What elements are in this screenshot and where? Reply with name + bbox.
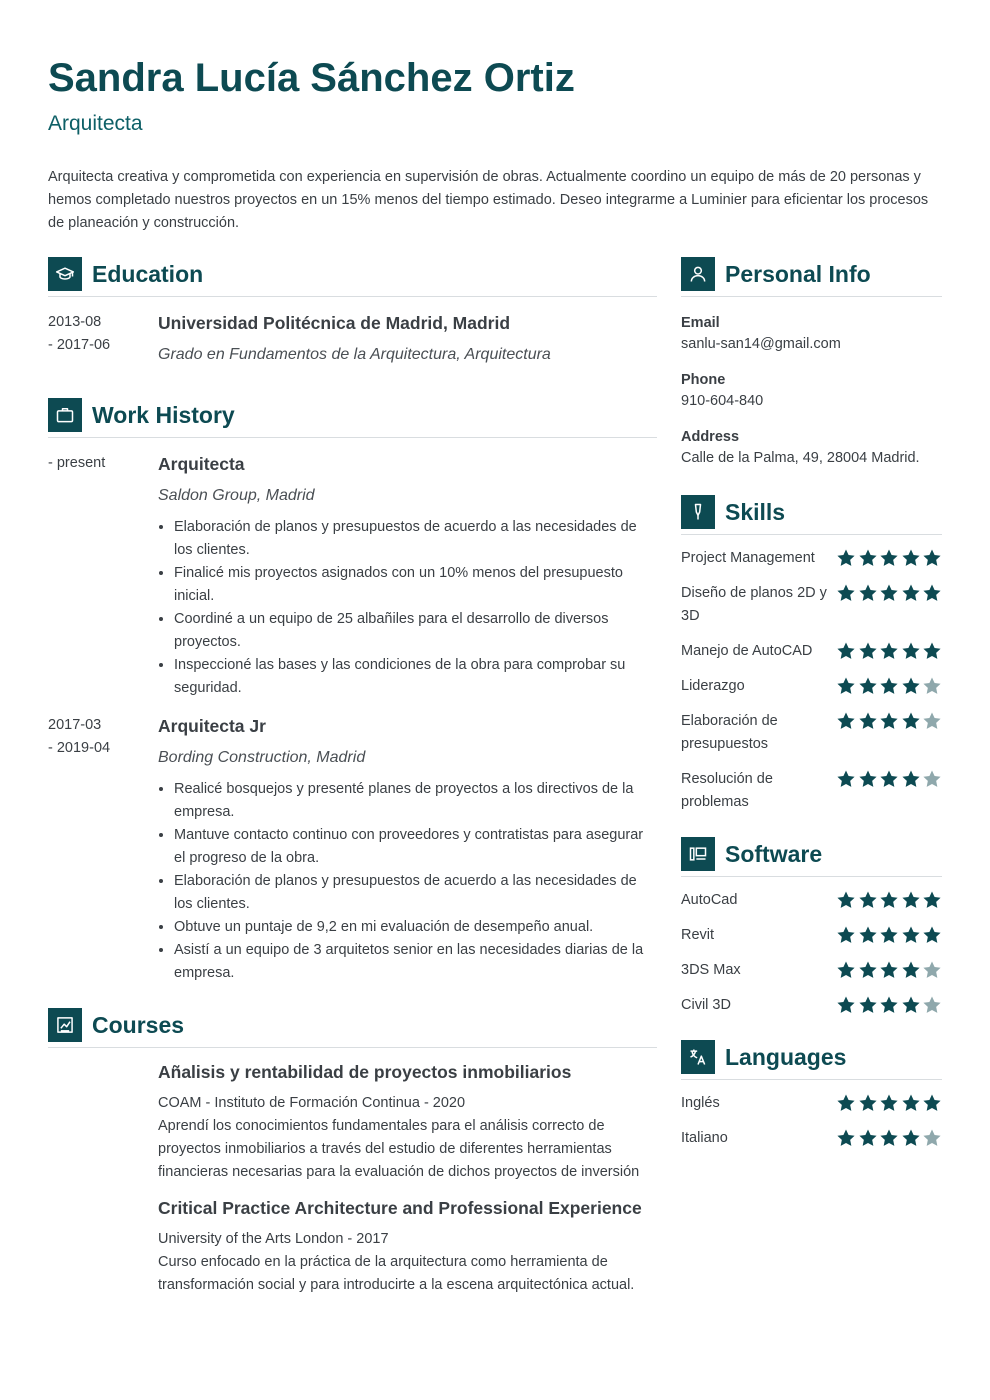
star-filled-icon	[858, 995, 878, 1015]
star-empty-icon	[922, 769, 942, 789]
star-rating	[835, 675, 943, 696]
star-rating	[835, 547, 943, 568]
education-details	[158, 311, 657, 367]
personal-info-title: Personal Info	[725, 260, 871, 287]
bullet-item: • Coordiné a un equipo de 25 albañiles para el desarrollo de diversos proyectos.	[174, 608, 657, 654]
star-filled-icon	[836, 1093, 856, 1113]
star-filled-icon	[858, 583, 878, 603]
education-entry	[48, 311, 657, 367]
course-entry	[158, 1196, 657, 1297]
star-filled-icon	[858, 641, 878, 661]
star-filled-icon	[879, 995, 899, 1015]
rating-label: Civil 3D	[681, 997, 731, 1013]
bullet-item: • Obtuve un puntaje de 9,2 en mi evaluación de desempeño anual.	[174, 916, 657, 939]
bullet-item: • Elaboración de planos y presupuestos de acuerdo a las necesidades de los clientes.	[174, 516, 657, 562]
star-filled-icon	[901, 1128, 921, 1148]
company-name: Bording Construction, Madrid	[158, 749, 366, 766]
job-title: Arquitecta	[158, 454, 245, 474]
rating-label: Liderazgo	[681, 678, 745, 694]
rating-row	[681, 640, 942, 663]
software-header	[681, 836, 942, 877]
rating-row	[681, 768, 942, 814]
star-rating	[835, 994, 943, 1015]
star-filled-icon	[858, 1128, 878, 1148]
star-filled-icon	[836, 769, 856, 789]
phone-block	[681, 370, 942, 413]
user-icon	[681, 257, 715, 291]
star-filled-icon	[922, 641, 942, 661]
rating-label: Manejo de AutoCAD	[681, 643, 813, 659]
star-filled-icon	[836, 548, 856, 568]
star-filled-icon	[922, 925, 942, 945]
phone-label: Phone	[681, 372, 726, 388]
email-value: sanlu-san14@gmail.com	[681, 336, 841, 352]
course-title: Critical Practice Architecture and Professional Experience	[158, 1198, 642, 1218]
education-date	[48, 311, 158, 367]
work-history-header	[48, 397, 657, 438]
bullet-item: • Inspeccioné las bases y las condiciones de la obra para comprobar su seguridad.	[174, 654, 657, 700]
star-filled-icon	[879, 960, 899, 980]
software-icon	[681, 837, 715, 871]
rating-label: Project Management	[681, 550, 815, 566]
star-filled-icon	[858, 548, 878, 568]
star-filled-icon	[901, 995, 921, 1015]
job-bullets	[158, 516, 657, 700]
rating-row	[681, 582, 942, 628]
rating-label: Diseño de planos 2D y 3D	[681, 585, 827, 624]
left-column	[48, 256, 657, 1297]
work-date	[48, 714, 158, 985]
star-filled-icon	[879, 676, 899, 696]
education-header	[48, 256, 657, 297]
certificate-icon	[48, 1008, 82, 1042]
date-start: 2017-03	[48, 717, 102, 733]
date-start: - present	[48, 455, 106, 471]
work-entry	[48, 714, 657, 985]
star-empty-icon	[922, 1128, 942, 1148]
star-filled-icon	[922, 1093, 942, 1113]
star-filled-icon	[901, 711, 921, 731]
bullet-item: • Finalicé mis proyectos asignados con un 10% menos del presupuesto inicial.	[174, 562, 657, 608]
bullet-item: • Mantuve contacto continuo con proveedores y contratistas para asegurar el progreso de la obra.	[174, 824, 657, 870]
rating-row	[681, 924, 942, 947]
rating-row	[681, 1127, 942, 1150]
languages-header	[681, 1039, 942, 1080]
star-rating	[835, 1127, 943, 1148]
star-filled-icon	[836, 995, 856, 1015]
address-block	[681, 427, 942, 470]
education-title: Education	[92, 260, 204, 287]
education-section	[48, 256, 657, 367]
star-filled-icon	[901, 641, 921, 661]
languages-list	[681, 1092, 942, 1150]
star-filled-icon	[836, 960, 856, 980]
star-filled-icon	[836, 1128, 856, 1148]
company-name: Saldon Group, Madrid	[158, 487, 315, 504]
star-filled-icon	[858, 1093, 878, 1113]
star-filled-icon	[836, 711, 856, 731]
graduation-cap-icon	[48, 257, 82, 291]
star-filled-icon	[901, 676, 921, 696]
course-entry	[158, 1060, 657, 1184]
courses-section	[48, 1007, 657, 1297]
star-filled-icon	[901, 548, 921, 568]
star-filled-icon	[836, 890, 856, 910]
rating-label: Revit	[681, 927, 715, 943]
star-filled-icon	[858, 676, 878, 696]
star-filled-icon	[879, 1093, 899, 1113]
star-filled-icon	[901, 960, 921, 980]
star-rating	[835, 640, 943, 661]
star-filled-icon	[836, 641, 856, 661]
star-filled-icon	[901, 890, 921, 910]
courses-header	[48, 1007, 657, 1048]
work-details	[158, 452, 657, 700]
star-filled-icon	[879, 1128, 899, 1148]
course-description: Curso enfocado en la práctica de la arquitectura como herramienta de transformación social y para introducirte a la escena arquitectónica actual.	[158, 1254, 635, 1293]
star-filled-icon	[901, 583, 921, 603]
star-filled-icon	[922, 890, 942, 910]
rating-label: Elaboración de presupuestos	[681, 713, 778, 752]
star-filled-icon	[879, 641, 899, 661]
star-filled-icon	[879, 925, 899, 945]
courses-title: Courses	[92, 1011, 185, 1038]
rating-label: Inglés	[681, 1095, 720, 1111]
course-description: Aprendí los conocimientos fundamentales para el análisis correcto de proyectos inmobiliarios a través del estudio de diferentes herramientas financieras necesarias para la evaluación de dichos proyectos de inversión	[158, 1118, 640, 1180]
software-section	[681, 836, 942, 1017]
star-filled-icon	[922, 548, 942, 568]
star-rating	[835, 1092, 943, 1113]
resume-role: Arquitecta	[48, 112, 143, 135]
work-details	[158, 714, 657, 985]
star-filled-icon	[836, 676, 856, 696]
star-empty-icon	[922, 676, 942, 696]
star-rating	[835, 768, 943, 789]
star-filled-icon	[879, 711, 899, 731]
right-column	[681, 256, 942, 1150]
star-filled-icon	[901, 769, 921, 789]
star-filled-icon	[858, 890, 878, 910]
course-title: Añalisis y rentabilidad de proyectos inmobiliarios	[158, 1062, 572, 1082]
rating-row	[681, 547, 942, 570]
star-filled-icon	[858, 711, 878, 731]
star-filled-icon	[858, 925, 878, 945]
degree-name: Grado en Fundamentos de la Arquitectura, Arquitectura	[158, 346, 551, 363]
phone-value: 910-604-840	[681, 393, 764, 409]
star-rating	[835, 959, 943, 980]
work-date	[48, 452, 158, 700]
rating-label: 3DS Max	[681, 962, 741, 978]
pencil-icon	[681, 495, 715, 529]
briefcase-icon	[48, 398, 82, 432]
bullet-item: • Realicé bosquejos y presenté planes de proyectos a los directivos de la empresa.	[174, 778, 657, 824]
star-filled-icon	[879, 583, 899, 603]
email-block	[681, 313, 942, 356]
address-label: Address	[681, 429, 740, 445]
star-empty-icon	[922, 960, 942, 980]
star-empty-icon	[922, 995, 942, 1015]
languages-title: Languages	[725, 1043, 847, 1070]
course-institution: University of the Arts London - 2017	[158, 1231, 389, 1247]
star-filled-icon	[858, 960, 878, 980]
rating-row	[681, 1092, 942, 1115]
star-filled-icon	[879, 769, 899, 789]
star-filled-icon	[836, 583, 856, 603]
star-filled-icon	[858, 769, 878, 789]
star-filled-icon	[922, 583, 942, 603]
resume-name: Sandra Lucía Sánchez Ortiz	[48, 56, 575, 100]
rating-label: Italiano	[681, 1130, 728, 1146]
star-empty-icon	[922, 711, 942, 731]
skills-header	[681, 494, 942, 535]
personal-info-section	[681, 256, 942, 470]
translate-icon	[681, 1040, 715, 1074]
rating-row	[681, 675, 942, 698]
skills-title: Skills	[725, 498, 786, 525]
star-rating	[835, 710, 943, 731]
star-rating	[835, 582, 943, 603]
software-title: Software	[725, 840, 823, 867]
job-title: Arquitecta Jr	[158, 716, 266, 736]
bullet-item: • Asistí a un equipo de 3 arquitetos senior en las necesidades diarias de la empresa.	[174, 939, 657, 985]
date-end: - 2019-04	[48, 740, 111, 756]
software-list	[681, 889, 942, 1017]
star-filled-icon	[901, 1093, 921, 1113]
work-history-section	[48, 397, 657, 985]
rating-label: Resolución de problemas	[681, 771, 773, 810]
star-filled-icon	[879, 548, 899, 568]
star-rating	[835, 889, 943, 910]
work-history-title: Work History	[92, 401, 235, 428]
languages-section	[681, 1039, 942, 1150]
course-institution: COAM - Instituto de Formación Continua - 2020	[158, 1095, 466, 1111]
job-bullets	[158, 778, 657, 985]
bullet-item: • Elaboración de planos y presupuestos de acuerdo a las necesidades de los clientes.	[174, 870, 657, 916]
date-start: 2013-08	[48, 314, 102, 330]
rating-label: AutoCad	[681, 892, 738, 908]
star-rating	[835, 924, 943, 945]
rating-row	[681, 889, 942, 912]
star-filled-icon	[879, 890, 899, 910]
star-filled-icon	[836, 925, 856, 945]
email-label: Email	[681, 315, 720, 331]
skills-list	[681, 547, 942, 814]
school-name: Universidad Politécnica de Madrid, Madrid	[158, 313, 511, 333]
rating-row	[681, 959, 942, 982]
date-end: - 2017-06	[48, 337, 111, 353]
professional-summary: Arquitecta creativa y comprometida con experiencia en supervisión de obras. Actualmente coordino un equipo de más de 20 personas y hemos completado nuestros proyectos en un 15% menos del tiempo estimado. Deseo integrarme a Luminier para eficientar los procesos de planeación y construcción.	[48, 169, 929, 231]
rating-row	[681, 710, 942, 756]
address-value: Calle de la Palma, 49, 28004 Madrid.	[681, 450, 920, 466]
rating-row	[681, 994, 942, 1017]
work-entry	[48, 452, 657, 700]
personal-info-header	[681, 256, 942, 297]
star-filled-icon	[901, 925, 921, 945]
skills-section	[681, 494, 942, 814]
